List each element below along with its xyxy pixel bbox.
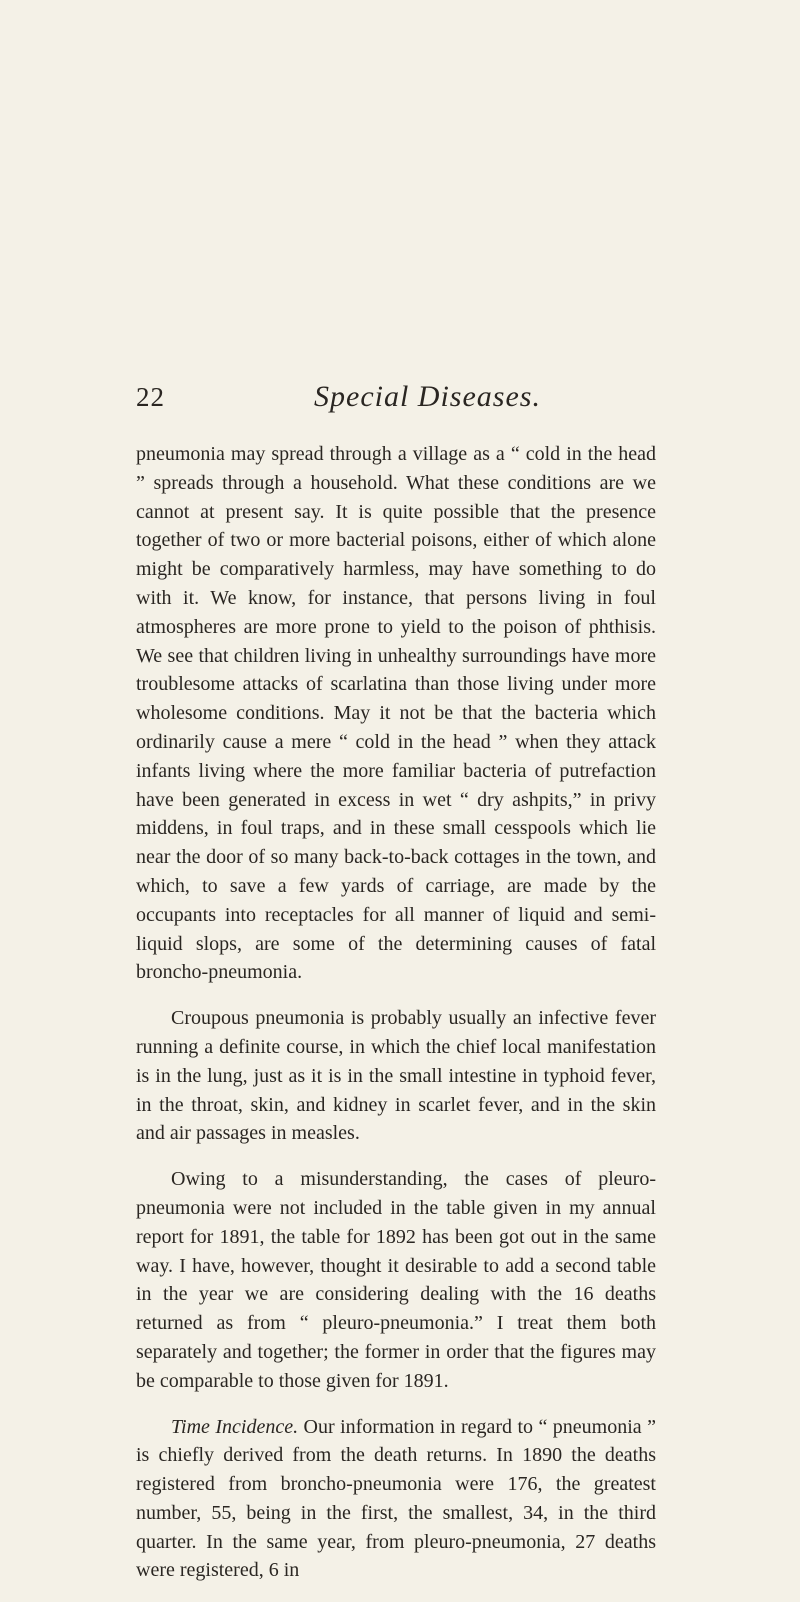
- page-number: 22: [136, 382, 165, 412]
- paragraph-4-text: Our information in regard to “ pneumonia ” is chiefly derived from the death returns. In 1890 the deaths registered from broncho-pneumonia were 176, the greatest number, 55, being in the first, the smallest, 34, in the third quarter. In the same year, from pleuro-pneumonia, 27 deaths were registered, 6 in: [136, 1415, 656, 1582]
- page-header: [136, 382, 656, 422]
- paragraph-3: Owing to a misunderstanding, the cases of pleuro-pneumonia were not included in the table given in my annual report for 1891, the table for 1892 has been got out in the same way. I have, however, thought it desirable to add a second table in the year we are considering dealing with the 16 deaths returned as from “ pleuro-pneumonia.” I treat them both separately and together; the former in order that the figures may be comparable to those given for 1891.: [136, 1168, 656, 1392]
- body-text: [136, 440, 656, 1602]
- paragraph-2: Croupous pneumonia is probably usually an infective fever running a definite course, in which the chief local manifestation is in the lung, just as it is in the small intestine in typhoid fever, in the throat, skin, and kidney in scarlet fever, and in the skin and air passages in measles.: [136, 1007, 656, 1145]
- section-lead-in: Time Incidence.: [171, 1415, 299, 1438]
- paragraph-4: [136, 1413, 656, 1586]
- paragraph-1: pneumonia may spread through a village as a “ cold in the head ” spreads through a household. What these conditions are we cannot at present say. It is quite possible that the presence together of two or more bacterial poisons, either of which alone might be comparatively harmless, may have something to do with it. We know, for instance, that persons living in foul atmospheres are more prone to yield to the poison of phthisis. We see that children living in unhealthy surroundings have more troublesome attacks of scarlatina than those living under more wholesome conditions. May it not be that the bacteria which ordinarily cause a mere “ cold in the head ” when they attack infants living where the more familiar bacteria of putrefaction have been generated in excess in wet “ dry ashpits,” in privy middens, in foul traps, and in these small cesspools which lie near the door of so many back-to-back cottages in the town, and which, to save a few yards of carriage, are made by the occupants into receptacles for all manner of liquid and semi-liquid slops, are some of the determining causes of fatal broncho-pneumonia.: [136, 443, 656, 984]
- running-title: Special Diseases.: [314, 380, 541, 413]
